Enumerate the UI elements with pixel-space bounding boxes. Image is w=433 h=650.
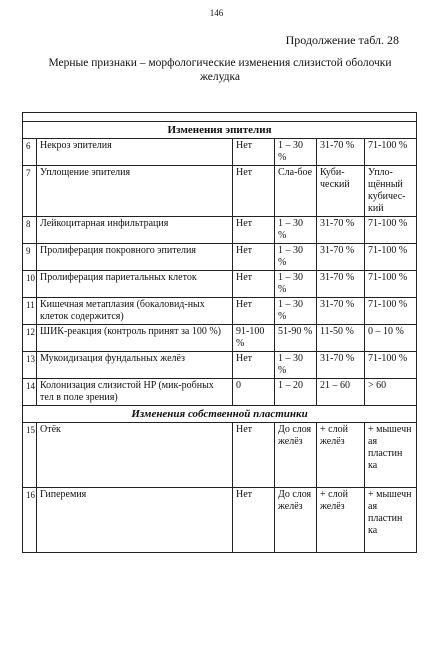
- row-feature-name: Уплощение эпителия: [37, 166, 233, 217]
- row-feature-name: Кишечная метаплазия (бокаловид-ных клеток содержится): [37, 298, 233, 325]
- row-grade-0: Нет: [233, 352, 275, 379]
- row-number: 10: [23, 271, 37, 298]
- row-grade-2: + слой желёз: [317, 488, 365, 553]
- row-grade-0: Нет: [233, 244, 275, 271]
- row-number: 8: [23, 217, 37, 244]
- row-grade-3: 71-100 %: [365, 244, 417, 271]
- page-number: 146: [209, 8, 224, 18]
- row-grade-3: + мышечн ая пластин ка: [365, 423, 417, 488]
- section-row: [23, 122, 417, 139]
- row-grade-0: Нет: [233, 139, 275, 166]
- row-grade-1: 1 – 30 %: [275, 298, 317, 325]
- row-number: 13: [23, 352, 37, 379]
- table-row: [23, 298, 417, 325]
- row-grade-3: Упло-щённый кубичес-кий: [365, 166, 417, 217]
- row-number: 15: [23, 423, 37, 488]
- row-grade-2: 21 – 60: [317, 379, 365, 406]
- row-feature-name: Мукоидизация фундальных желёз: [37, 352, 233, 379]
- row-grade-0: Нет: [233, 298, 275, 325]
- table-row: [23, 488, 417, 553]
- row-grade-2: 31-70 %: [317, 298, 365, 325]
- row-grade-2: 31-70 %: [317, 217, 365, 244]
- table-row: [23, 379, 417, 406]
- row-grade-0: Нет: [233, 217, 275, 244]
- row-feature-name: Пролиферация париетальных клеток: [37, 271, 233, 298]
- row-grade-3: 71-100 %: [365, 352, 417, 379]
- row-grade-2: + слой желёз: [317, 423, 365, 488]
- row-grade-3: 71-100 %: [365, 139, 417, 166]
- table-row: [23, 217, 417, 244]
- row-grade-0: Нет: [233, 488, 275, 553]
- row-grade-2: Куби-ческий: [317, 166, 365, 217]
- table-row: [23, 325, 417, 352]
- row-grade-1: 1 – 30 %: [275, 244, 317, 271]
- table-caption: Мерные признаки – морфологические изменения слизистой оболочки желудка: [48, 57, 392, 83]
- row-grade-1: 1 – 30 %: [275, 217, 317, 244]
- row-number: 16: [23, 488, 37, 553]
- row-grade-3: + мышечн ая пластин ка: [365, 488, 417, 553]
- table-row: [23, 166, 417, 217]
- row-grade-1: 1 – 30 %: [275, 271, 317, 298]
- section-heading-epithelium: Изменения эпителия: [23, 122, 417, 139]
- row-grade-1: 1 – 30 %: [275, 139, 317, 166]
- table-row: [23, 139, 417, 166]
- row-grade-3: 0 – 10 %: [365, 325, 417, 352]
- row-feature-name: Гиперемия: [37, 488, 233, 553]
- table-row: [23, 423, 417, 488]
- row-feature-name: Отёк: [37, 423, 233, 488]
- row-grade-2: 31-70 %: [317, 271, 365, 298]
- row-number: 6: [23, 139, 37, 166]
- row-feature-name: Колонизация слизистой HP (мик-робных тел в поле зрения): [37, 379, 233, 406]
- table-row: [23, 244, 417, 271]
- table-row: [23, 352, 417, 379]
- row-grade-3: 71-100 %: [365, 217, 417, 244]
- row-feature-name: ШИК-реакция (контроль принят за 100 %): [37, 325, 233, 352]
- row-feature-name: Пролиферация покровного эпителия: [37, 244, 233, 271]
- row-grade-2: 31-70 %: [317, 352, 365, 379]
- row-number: 11: [23, 298, 37, 325]
- row-grade-1: 51-90 %: [275, 325, 317, 352]
- row-number: 9: [23, 244, 37, 271]
- morphology-table: [22, 112, 417, 553]
- table-top-gap: [23, 113, 417, 122]
- row-grade-0: 0: [233, 379, 275, 406]
- row-grade-0: 91-100 %: [233, 325, 275, 352]
- row-number: 12: [23, 325, 37, 352]
- row-grade-0: Нет: [233, 166, 275, 217]
- row-number: 7: [23, 166, 37, 217]
- row-feature-name: Некроз эпителия: [37, 139, 233, 166]
- table-row: [23, 271, 417, 298]
- row-feature-name: Лейкоцитарная инфильтрация: [37, 217, 233, 244]
- row-grade-1: До слоя желёз: [275, 488, 317, 553]
- row-grade-2: 31-70 %: [317, 139, 365, 166]
- row-grade-1: 1 – 20: [275, 379, 317, 406]
- row-grade-3: 71-100 %: [365, 271, 417, 298]
- row-grade-1: До слоя желёз: [275, 423, 317, 488]
- row-grade-1: 1 – 30 %: [275, 352, 317, 379]
- row-grade-0: Нет: [233, 423, 275, 488]
- row-grade-3: > 60: [365, 379, 417, 406]
- row-grade-3: 71-100 %: [365, 298, 417, 325]
- row-grade-2: 31-70 %: [317, 244, 365, 271]
- row-grade-1: Сла-бое: [275, 166, 317, 217]
- row-number: 14: [23, 379, 37, 406]
- row-grade-0: Нет: [233, 271, 275, 298]
- table-continuation-label: Продолжение табл. 28: [285, 33, 399, 47]
- row-grade-2: 11-50 %: [317, 325, 365, 352]
- section-heading-lamina: Изменения собственной пластинки: [23, 406, 417, 423]
- section-row: [23, 406, 417, 423]
